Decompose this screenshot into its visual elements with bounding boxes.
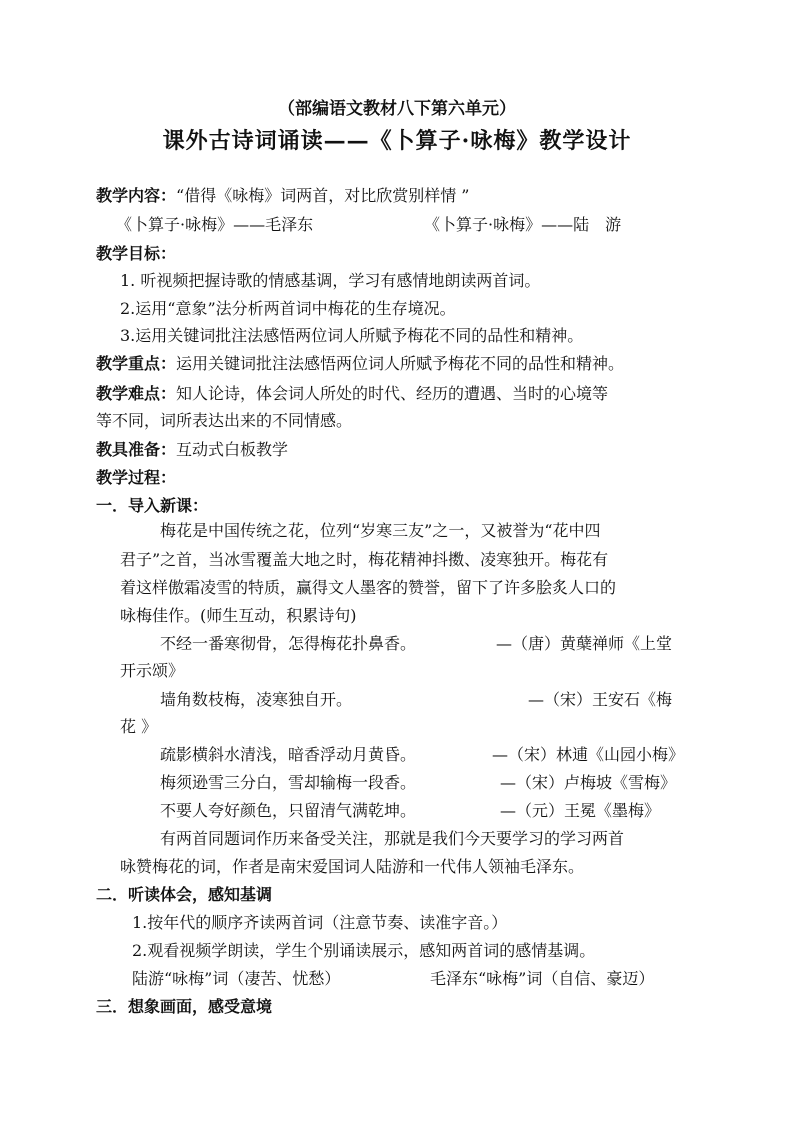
section1-closing-line: 咏赞梅花的词，作者是南宋爱国词人陆游和一代伟人领袖毛泽东。 [120,857,585,876]
content-text: “借得《咏梅》词两首，对比欣赏别样情 ” [176,186,470,205]
key-point-text: 运用关键词批注法感悟两位词人所赋予梅花不同的品性和精神。 [176,354,625,373]
tools-line [96,440,288,460]
objectives-label: 教学目标： [96,244,177,263]
content-label: 教学内容： [96,186,177,205]
key-point-line [96,354,624,374]
quote-text: 梅须逊雪三分白，雪却输梅一段香。 [160,773,417,792]
tone-mao-zedong: 毛泽东“咏梅”词（自信、豪迈） [430,969,655,988]
content-line [96,186,469,206]
quote-source: —（唐）黄蘖禅师《上堂 [496,634,673,653]
process-label: 教学过程： [96,468,177,487]
poem-a-title: 《卜算子·咏梅》——毛泽东 [116,215,314,234]
quote-source: —（元）王冕《墨梅》 [500,801,661,820]
tools-label: 教具准备： [96,440,177,459]
section1-para-line: 咏梅佳作。(师生互动，积累诗句) [120,606,357,625]
quote-source-cont: 开示颂》 [120,661,185,680]
section2-heading: 二．听读体会，感知基调 [96,885,273,904]
quote-source: —（宋）王安石《梅 [528,690,673,709]
section1-para-line: 君子”之首，当冰雪覆盖大地之时，梅花精神抖擞、凌寒独开。梅花有 [120,550,609,569]
section1-para-line: 着这样傲霜凌雪的特质，赢得文人墨客的赞誉，留下了许多脍炙人口的 [120,578,617,597]
document-title: 课外古诗词诵读——《卜算子·咏梅》教学设计 [162,128,632,154]
tone-lu-you: 陆游“咏梅”词（凄苦、忧愁） [132,969,341,988]
objective-item: 2.运用“意象”法分析两首词中梅花的生存境况。 [120,299,456,318]
section1-para-line: 梅花是中国传统之花，位列“岁寒三友”之一，又被誉为“花中四 [160,521,601,540]
section1-heading: 一．导入新课： [96,496,209,515]
objective-item: 3.运用关键词批注法感悟两位词人所赋予梅花不同的品性和精神。 [120,326,584,345]
section3-heading: 三．想象画面，感受意境 [96,997,273,1016]
quote-source-cont: 花 》 [120,717,158,736]
difficulty-text: 知人论诗，体会词人所处的时代、经历的遭遇、当时的心境等 [176,384,609,403]
key-point-label: 教学重点： [96,354,177,373]
section1-closing-line: 有两首同题词作历来备受关注，那就是我们今天要学习的学习两首 [160,829,625,848]
quote-text: 墙角数枝梅，凌寒独自开。 [160,690,353,709]
difficulty-label: 教学难点： [96,384,177,403]
poem-b-title: 《卜算子·咏梅》——陆 游 [424,215,622,234]
section2-item: 2.观看视频学朗读，学生个别诵读展示，感知两首词的感情基调。 [132,941,596,960]
quote-source: —（宋）卢梅坡《雪梅》 [500,773,677,792]
difficulty-text-cont: 等不同，词所表达出来的不同情感。 [96,411,353,430]
section2-item: 1.按年代的顺序齐读两首词（注意节奏、读准字音。） [132,913,508,932]
quote-text: 不要人夸好颜色，只留清气满乾坤。 [160,801,417,820]
quote-source: —（宋）林逋《山园小梅》 [492,745,685,764]
objective-item: 1. 听视频把握诗歌的情感基调，学习有感情地朗读两首词。 [120,271,541,290]
difficulty-line [96,384,608,404]
quote-text: 疏影横斜水清浅，暗香浮动月黄昏。 [160,745,417,764]
document-subtitle: （部编语文教材八下第六单元） [278,99,516,119]
quote-text: 不经一番寒彻骨，怎得梅花扑鼻香。 [160,634,417,653]
tools-text: 互动式白板教学 [176,440,289,459]
